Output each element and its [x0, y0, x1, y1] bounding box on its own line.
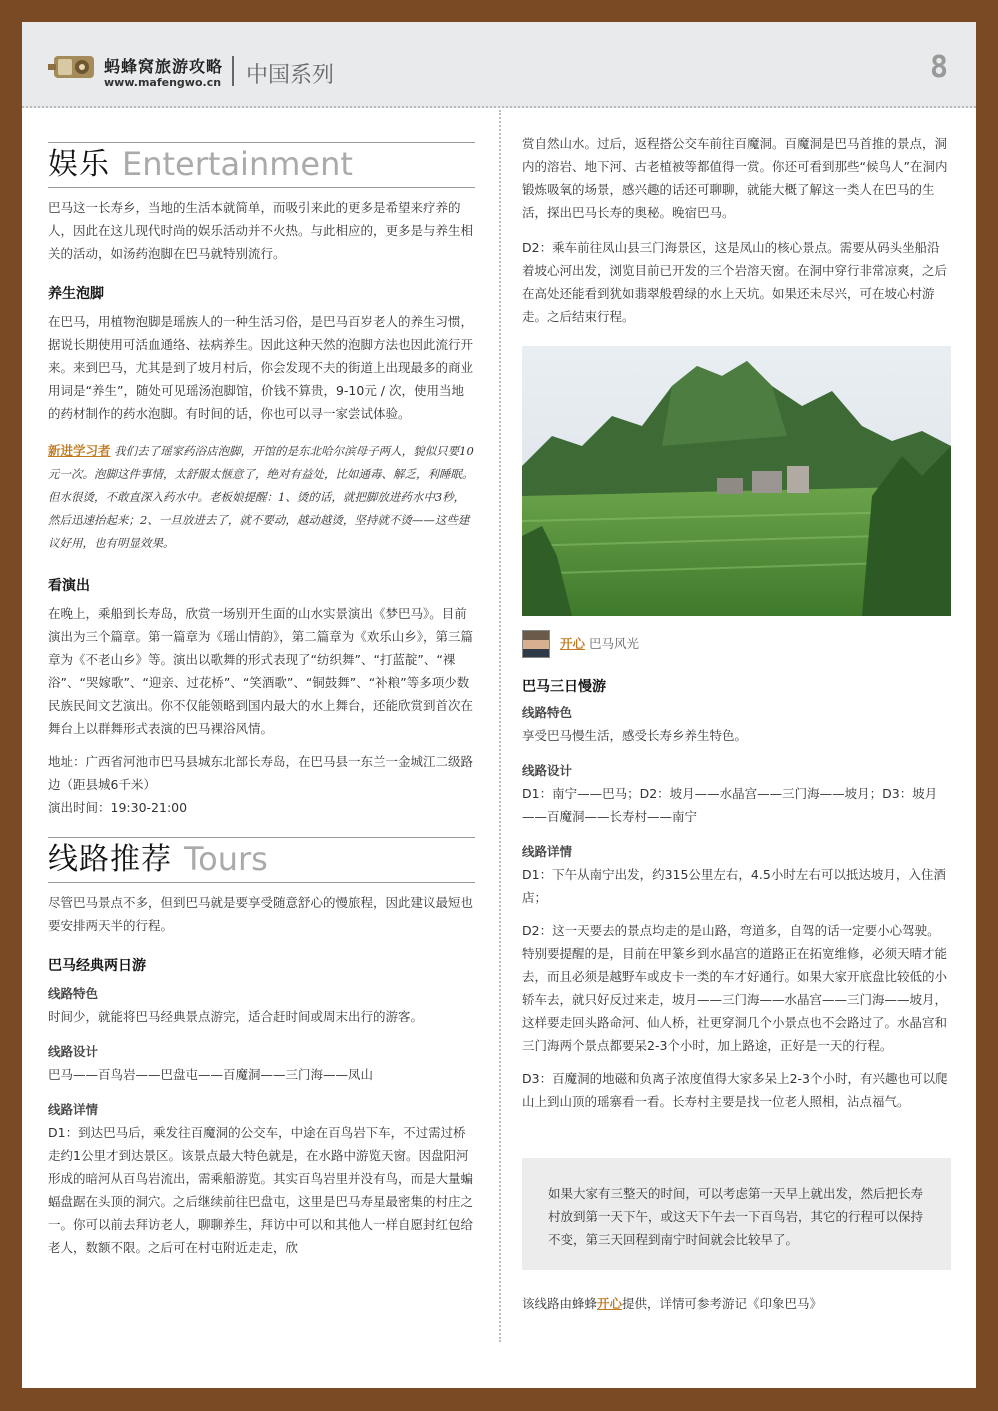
brand-url[interactable]: www.mafengwo.cn [104, 76, 222, 89]
three-day-heading: 巴马三日慢游 [522, 679, 606, 695]
two-day-feature: 时间少，就能将巴马经典景点游完，适合赶时间或周末出行的游客。 [48, 1009, 424, 1024]
left-column [48, 142, 475, 1259]
show-address: 地址：广西省河池市巴马县城东北部长寿岛，在巴马县一东兰一金城江二级路边（距县城6千米） [48, 754, 474, 792]
tip-text: 如果大家有三整天的时间，可以考虑第一天早上就出发，然后把长寿村放到第一天下午，或这天下午去一下百鸟岩，其它的行程可以保持不变，第三天回程到南宁时间就会比较早了。 [548, 1186, 924, 1247]
two-day-d1-continued: 赏自然山水。过后，返程搭公交车前往百魔洞。百魔洞是巴马首推的景点，洞内的溶岩、地下河、古老植被等都值得一赏。你还可看到那些“候鸟人”在洞内锻炼吸氧的场景，感兴趣的话还可聊聊，就能大概了解这一类人在巴马的生活，探出巴马长寿的奥秘。晚宿巴马。 [522, 136, 948, 220]
credit-suffix: 提供，详情可参考游记《印象巴马》 [622, 1296, 823, 1311]
three-day-design: D1：南宁——巴马；D2：坡月——水晶宫——三门海——坡月；D3：坡月——百魔洞——长寿村——南宁 [522, 786, 938, 824]
credit-author-link[interactable]: 开心 [597, 1296, 623, 1311]
two-day-design-label: 线路设计 [48, 1044, 99, 1059]
entertainment-intro: 巴马这一长寿乡，当地的生活本就简单，而吸引来此的更多是希望来疗养的人，因此在这儿现代时尚的娱乐活动并不火热。与此相应的，更多是与养生相关的活动，如汤药泡脚在巴马就特别流行。 [48, 200, 474, 261]
entertainment-title-en: Entertainment [122, 145, 353, 183]
show-heading: 看演出 [48, 578, 90, 594]
note-text: 我们去了瑶家药浴店泡脚，开馆的是东北哈尔滨母子两人，貌似只要10元一次。泡脚这件事情，太舒服太惬意了，绝对有益处，比如通毒、解乏，利睡眠。但水很烫，不敢直深入药水中。老板娘提醒：1、烫的话，就把脚放进药水中3秒，然后迅速抬起来；2、一旦放进去了，就不要动，越动越烫，坚持就不烫——这些建议好用，也有明显效果。 [48, 444, 474, 550]
entertainment-heading [48, 142, 475, 188]
series-title: 中国系列 [246, 63, 335, 88]
three-day-d2: D2：这一天要去的景点均走的是山路，弯道多，自驾的话一定要小心驾驶。特别要提醒的是，目前在甲篆乡到水晶宫的道路正在拓宽维修，必须天晴才能去，而且必须是越野车或皮卡一类的车才好通行。如果大家开底盘比较低的小轿车去，就只好反过来走，坡月——三门海——水晶宫——三门海——坡月，这样要走回头路命河、仙人桥，社更穿洞几个小景点也不会路过了。水晶宫和三门海两个景点都要呆2-3个小时，加上路途，正好是一天的行程。 [522, 923, 948, 1053]
note-author-link[interactable]: 新进学习者 [48, 443, 111, 458]
caption-author-link[interactable]: 开心 [560, 636, 586, 651]
avatar[interactable] [522, 630, 550, 658]
three-day-feature: 享受巴马慢生活，感受长寿乡养生特色。 [522, 728, 748, 743]
right-column-top [522, 132, 951, 328]
route-credit [522, 1292, 822, 1315]
column-divider [499, 110, 501, 1342]
credit-prefix: 该线路由蜂蜂 [522, 1296, 598, 1311]
three-day-d1: D1：下午从南宁出发，约315公里左右，4.5小时左右可以抵达坡月，入住酒店； [522, 867, 946, 905]
tours-title-cn: 线路推荐 [48, 842, 172, 877]
tip-box [522, 1158, 951, 1270]
three-day-d3: D3：百魔洞的地磁和负离子浓度值得大家多呆上2-3个小时，有兴趣也可以爬山上到山顶的瑶寨看一看。长寿村主要是找一位老人照相，沾点福气。 [522, 1071, 948, 1109]
tours-heading [48, 837, 475, 883]
three-day-feature-label: 线路特色 [522, 705, 573, 720]
traveler-note [48, 439, 475, 555]
foot-bath-heading: 养生泡脚 [48, 286, 104, 302]
three-day-design-label: 线路设计 [522, 763, 573, 778]
mafengwo-logo-icon [48, 50, 100, 84]
tours-intro: 尽管巴马景点不多，但到巴马就是要享受随意舒心的慢旅程，因此建议最短也要安排两天半的行程。 [48, 895, 474, 933]
two-day-design: 巴马——百鸟岩——巴盘屯——百魔洞——三门海——凤山 [48, 1067, 374, 1082]
right-column-bottom [522, 676, 951, 1113]
three-day-detail-label: 线路详情 [522, 844, 573, 859]
header-separator [232, 56, 234, 86]
two-day-detail-label: 线路详情 [48, 1102, 99, 1117]
page-number: 8 [929, 50, 948, 85]
caption-text: 巴马风光 [589, 636, 640, 651]
page [22, 22, 976, 1388]
entertainment-title-cn: 娱乐 [48, 147, 110, 182]
photo-caption [560, 630, 639, 658]
two-day-d1: D1：到达巴马后，乘发往百魔洞的公交车，中途在百鸟岩下车，不过需过桥走约1公里才到达景区。该景点最大特色就是，在水路中游览天窗。因盘阳河形成的暗河从百鸟岩流出，需乘船游览。其实百鸟岩里并没有鸟，而是大量蝙蝠盘踞在头顶的洞穴。之后继续前往巴盘屯，这里是巴马寿星最密集的村庄之一。你可以前去拜访老人，聊聊养生，拜访中可以和其他人一样自愿封红包给老人，数额不限。之后可在村屯附近走走，欣 [48, 1125, 474, 1255]
tours-title-en: Tours [184, 840, 268, 878]
foot-bath-body: 在巴马，用植物泡脚是瑶族人的一种生活习俗，是巴马百岁老人的养生习惯，据说长期使用可活血通络、祛病养生。因此这种天然的泡脚方法也因此流行开来。来到巴马，尤其是到了坡月村后，你会发现不夫的街道上出现最多的商业用词是“养生”，随处可见瑶汤泡脚馆，价钱不算贵，9-10元 / 次，使用当地的药材制作的药水泡脚。有时间的话，你也可以寻一家尝试体验。 [48, 314, 474, 421]
page-header [22, 22, 976, 108]
two-day-heading: 巴马经典两日游 [48, 958, 146, 974]
two-day-d2: D2：乘车前往凤山县三门海景区，这是凤山的核心景点。需要从码头坐船沿着坡心河出发，浏览目前已开发的三个岩溶天窗。在洞中穿行非常凉爽，之后在高处还能看到犹如翡翠般碧绿的水上天坑。如果还未尽兴，可在坡心村游走。之后结束行程。 [522, 240, 948, 324]
two-day-feature-label: 线路特色 [48, 986, 99, 1001]
show-body: 在晚上，乘船到长寿岛，欣赏一场别开生面的山水实景演出《梦巴马》。目前演出为三个篇章。第一篇章为《瑶山情韵》，第二篇章为《欢乐山乡》，第三篇章为《不老山乡》等。演出以歌舞的形式表现了“纺织舞”、“打蓝靛”、“裸浴”、“哭嫁歌”、“迎亲、过花桥”、“笑酒歌”、“铜鼓舞”、“补粮”等多项少数民族民间文艺演出。你不仅能领略到国内最大的水上舞台，还能欣赏到首次在舞台上以群舞形式表演的巴马裸浴风情。 [48, 606, 474, 736]
show-time: 演出时间：19:30-21:00 [48, 800, 188, 815]
brand-name: 蚂蜂窝旅游攻略 [104, 57, 224, 76]
bama-landscape-photo [522, 346, 951, 616]
